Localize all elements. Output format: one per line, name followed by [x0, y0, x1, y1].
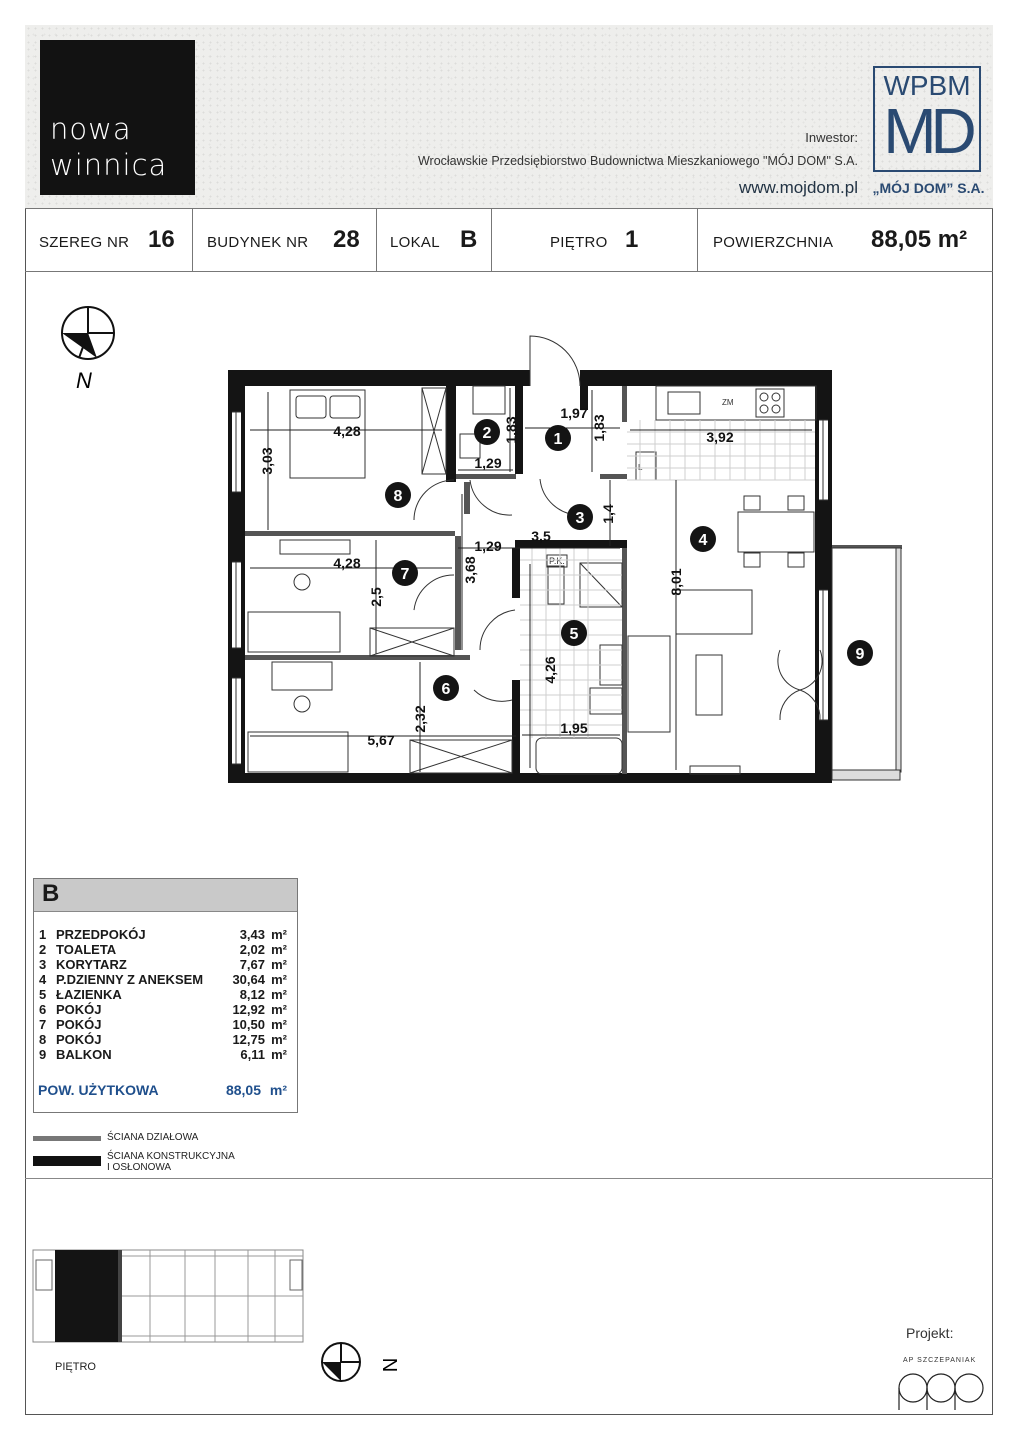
- total-area: 88,05: [225, 1082, 261, 1098]
- investor-name: Wrocławskie Przedsiębiorstwo Budownictwa Mieszkaniowego "MÓJ DOM" S.A.: [417, 154, 858, 168]
- dim-label: 1,97: [560, 405, 588, 421]
- legend-row: [39, 1002, 289, 1017]
- legend-row: [39, 927, 289, 942]
- row-number: 4: [39, 972, 47, 987]
- room-number: 5: [569, 626, 579, 643]
- row-area: 30,64: [232, 972, 265, 987]
- dim-label: 1,83: [591, 414, 607, 442]
- budynek-value: 28: [333, 226, 360, 253]
- row-unit: m²: [271, 987, 287, 1002]
- legend-row: [39, 987, 289, 1002]
- investor-url[interactable]: www.mojdom.pl: [738, 178, 858, 197]
- row-number: 3: [39, 957, 47, 972]
- powierzchnia-label: POWIERZCHNIA: [713, 234, 834, 251]
- row-unit: m²: [271, 942, 287, 957]
- dim-label: 1,29: [474, 455, 502, 471]
- dimension-lines: [250, 388, 812, 772]
- budynek-label: BUDYNEK NR: [207, 234, 309, 251]
- logo-line-1: nowa: [50, 112, 132, 146]
- pietro-value: 1: [625, 226, 639, 253]
- row-number: 1: [39, 927, 47, 942]
- dim-label: 4,28: [333, 555, 361, 571]
- szereg-label: SZEREG NR: [39, 234, 130, 251]
- room-number: 2: [482, 425, 492, 442]
- partition-wall-label: ŚCIANA DZIAŁOWA: [107, 1132, 199, 1143]
- row-name: TOALETA: [56, 942, 117, 957]
- row-name: ŁAZIENKA: [56, 987, 122, 1002]
- logo-line-2: winnica: [50, 148, 168, 182]
- dim-label: 1,83: [503, 416, 519, 444]
- dim-label: 4,28: [333, 423, 361, 439]
- footer-divider: [25, 1178, 993, 1179]
- dim-label: 2,5: [368, 587, 384, 607]
- row-name: KORYTARZ: [56, 957, 127, 972]
- row-name: P.DZIENNY Z ANEKSEM: [56, 972, 204, 987]
- key-north-label: N: [378, 1357, 400, 1373]
- fridge-label: ZM: [722, 398, 734, 407]
- szereg-value: 16: [148, 226, 175, 253]
- dim-label: 2,32: [412, 705, 428, 733]
- legend-row: [39, 957, 289, 972]
- row-unit: m²: [271, 1017, 287, 1032]
- structural-wall-swatch: [33, 1156, 101, 1166]
- partition-wall-swatch: [33, 1136, 101, 1141]
- legend-row: [39, 1017, 289, 1032]
- structural-wall-label-2: I OSŁONOWA: [107, 1162, 172, 1173]
- md-logo-caption: „MÓJ DOM” S.A.: [872, 180, 985, 196]
- dim-label: 8,01: [668, 568, 684, 596]
- row-number: 7: [39, 1017, 47, 1032]
- legend-header: [34, 879, 297, 912]
- project-author: AP SZCZEPANIAK: [903, 1357, 977, 1364]
- row-area: 10,50: [232, 1017, 265, 1032]
- dim-label: 5,67: [367, 732, 395, 748]
- room-number: 6: [441, 681, 451, 698]
- row-number: 5: [39, 987, 47, 1002]
- dim-label: 3,5: [531, 528, 551, 544]
- row-unit: m²: [271, 927, 287, 942]
- row-number: 2: [39, 942, 47, 957]
- pk-label: P.K.: [549, 556, 565, 566]
- row-area: 8,12: [239, 987, 265, 1002]
- row-unit: m²: [271, 1002, 287, 1017]
- room-number: 8: [393, 488, 403, 505]
- dim-label: 1,95: [560, 720, 588, 736]
- key-plan-caption: PIĘTRO: [55, 1361, 96, 1373]
- row-number: 6: [39, 1002, 47, 1017]
- room-number: 1: [553, 431, 563, 448]
- legend-row: [39, 1032, 289, 1047]
- project-label: Projekt:: [906, 1325, 954, 1341]
- row-name: BALKON: [56, 1047, 112, 1062]
- powierzchnia-value: 88,05 m²: [871, 226, 968, 253]
- lokal-label: LOKAL: [390, 234, 440, 251]
- north-label: N: [76, 368, 92, 393]
- md-logo-letters: MD: [883, 95, 971, 167]
- legend-title: B: [42, 880, 60, 907]
- dim-label: 3,03: [259, 447, 275, 475]
- dim-label: 3,68: [462, 556, 478, 584]
- north-compass-icon: [62, 307, 114, 359]
- row-area: 3,43: [239, 927, 265, 942]
- row-area: 7,67: [239, 957, 265, 972]
- doors: [414, 336, 822, 720]
- total-label: POW. UŻYTKOWA: [38, 1082, 159, 1098]
- row-unit: m²: [271, 1032, 287, 1047]
- key-compass-icon: [322, 1343, 360, 1381]
- legend-row: [39, 1047, 289, 1062]
- row-unit: m²: [271, 972, 287, 987]
- legend-row: [39, 942, 289, 957]
- dim-label: 1,4: [600, 504, 616, 524]
- row-area: 12,75: [232, 1032, 265, 1047]
- investor-label: Inwestor:: [805, 130, 858, 145]
- row-number: 8: [39, 1032, 47, 1047]
- row-name: POKÓJ: [56, 1032, 102, 1047]
- room-number: 7: [400, 566, 410, 583]
- row-name: PRZEDPOKÓJ: [56, 927, 146, 942]
- row-unit: m²: [271, 957, 287, 972]
- room-legend: [33, 878, 298, 1113]
- total-area-row: [38, 1082, 291, 1098]
- pietro-label: PIĘTRO: [550, 234, 608, 251]
- dim-label: 4,26: [542, 656, 558, 684]
- row-area: 2,02: [239, 942, 265, 957]
- total-unit: m²: [269, 1082, 287, 1098]
- app-logo: [899, 1374, 983, 1410]
- row-number: 9: [39, 1047, 47, 1062]
- dim-label: 1,29: [474, 538, 502, 554]
- structural-wall-label-1: ŚCIANA KONSTRUKCYJNA: [107, 1151, 235, 1162]
- md-logo-top: WPBM: [883, 70, 971, 101]
- legend-row: [39, 972, 289, 987]
- row-unit: m²: [271, 1047, 287, 1062]
- room-number: 4: [698, 532, 708, 549]
- row-area: 6,11: [240, 1047, 265, 1062]
- room-number: 3: [575, 510, 585, 527]
- row-area: 12,92: [232, 1002, 265, 1017]
- row-name: POKÓJ: [56, 1017, 102, 1032]
- row-name: POKÓJ: [56, 1002, 102, 1017]
- lokal-value: B: [460, 226, 478, 253]
- room-number: 9: [855, 646, 865, 663]
- dim-label: 3,92: [706, 429, 734, 445]
